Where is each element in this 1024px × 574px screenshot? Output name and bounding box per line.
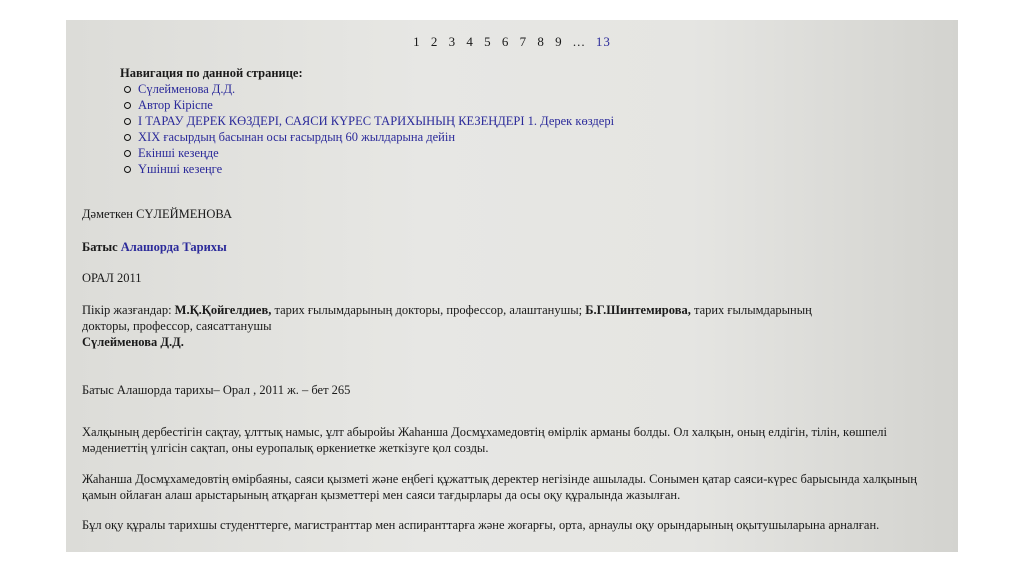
page-link-6[interactable]: 6 [501, 34, 510, 49]
author-short: Сүлейменова Д.Д. [82, 335, 184, 349]
place-year: ОРАЛ 2011 [82, 271, 142, 285]
reviewer-2-desc: тарих ғылымдарының [693, 303, 812, 317]
reviewers-line-2: докторы, профессор, саясаттанушы [82, 319, 272, 333]
nav-link-second-stage[interactable]: Екінші кезеңде [138, 145, 614, 161]
paragraph-1: Халқының дербестігін сақтау, ұлттық намыс, ұлт абыройы Жаһанша Досмұхамедовтің өмірлік арманы болды. Ол халқын, оның елдігін, тілін, көшпелі мәдениеттің үлгісін сақтап, оны еуропалық өркениетке жеткізуге қол созды. [82, 425, 887, 455]
page-link-1[interactable]: 1 [413, 34, 421, 49]
page-link-7[interactable]: 7 [519, 34, 528, 49]
nav-link-suleimenova[interactable]: Сүлейменова Д.Д. [138, 81, 614, 97]
nav-heading: Навигация по данной странице: [120, 66, 303, 80]
nav-link-author-intro[interactable]: Автор Кіріспе [138, 97, 614, 113]
page-navigation [120, 65, 614, 177]
book-title-prefix: Батыс [82, 240, 118, 254]
pagination [66, 34, 958, 50]
page-link-5[interactable]: 5 [484, 34, 492, 49]
page-link-2[interactable]: 2 [430, 34, 439, 49]
nav-list [120, 81, 614, 177]
reviewers-label: Пікір жазғандар: [82, 303, 172, 317]
nav-link-chapter-1[interactable]: І ТАРАУ ДЕРЕК КӨЗДЕРІ, САЯСИ КҮРЕС ТАРИХЫНЫҢ КЕЗЕҢДЕРІ 1. Дерек көздері [138, 114, 615, 128]
page-link-13[interactable]: 13 [595, 34, 611, 49]
page-ellipsis: ... [572, 34, 586, 49]
paragraph-2: Жаһанша Досмұхамедовтің өмірбаяны, саяси қызметі және еңбегі құжаттық деректер негізінде ашылады. Сонымен қатар саяси-күрес барысында халқының қамын ойлаған алаш арыстарының атқарған қызметтері мен саяси тағдырлары да осы оқу құралында жазылған. [82, 472, 917, 502]
reviewer-2-name: Б.Г.Шинтемирова, [585, 303, 691, 317]
book-title [82, 239, 942, 255]
reviewer-1-desc: тарих ғылымдарының докторы, профессор, алаштанушы; [274, 303, 583, 317]
page-link-9[interactable]: 9 [555, 34, 563, 49]
page-link-8[interactable]: 8 [537, 34, 545, 49]
citation: Батыс Алашорда тарихы– Орал , 2011 ж. – бет 265 [82, 383, 351, 397]
reviewers-line [82, 302, 942, 318]
nav-link-19th-century[interactable]: XIX ғасырдың басынан осы ғасырдың 60 жылдарына дейін [138, 129, 614, 145]
page-link-4[interactable]: 4 [466, 34, 474, 49]
author-name: Дәметкен СҮЛЕЙМЕНОВА [82, 207, 233, 221]
book-title-link[interactable]: Алашорда Тарихы [120, 240, 227, 254]
reviewers [82, 302, 942, 350]
nav-link-third-stage[interactable]: Үшінші кезеңге [138, 161, 614, 177]
screen-photo [66, 20, 958, 552]
reviewer-1-name: М.Қ.Қойгелдиев, [174, 303, 272, 317]
paragraph-3: Бұл оқу құралы тарихшы студенттерге, магистранттар мен аспиранттарға және жоғарғы, орта, арнаулы оқу орындарының оқытушыларына арналған. [82, 518, 880, 532]
page-link-3[interactable]: 3 [448, 34, 457, 49]
